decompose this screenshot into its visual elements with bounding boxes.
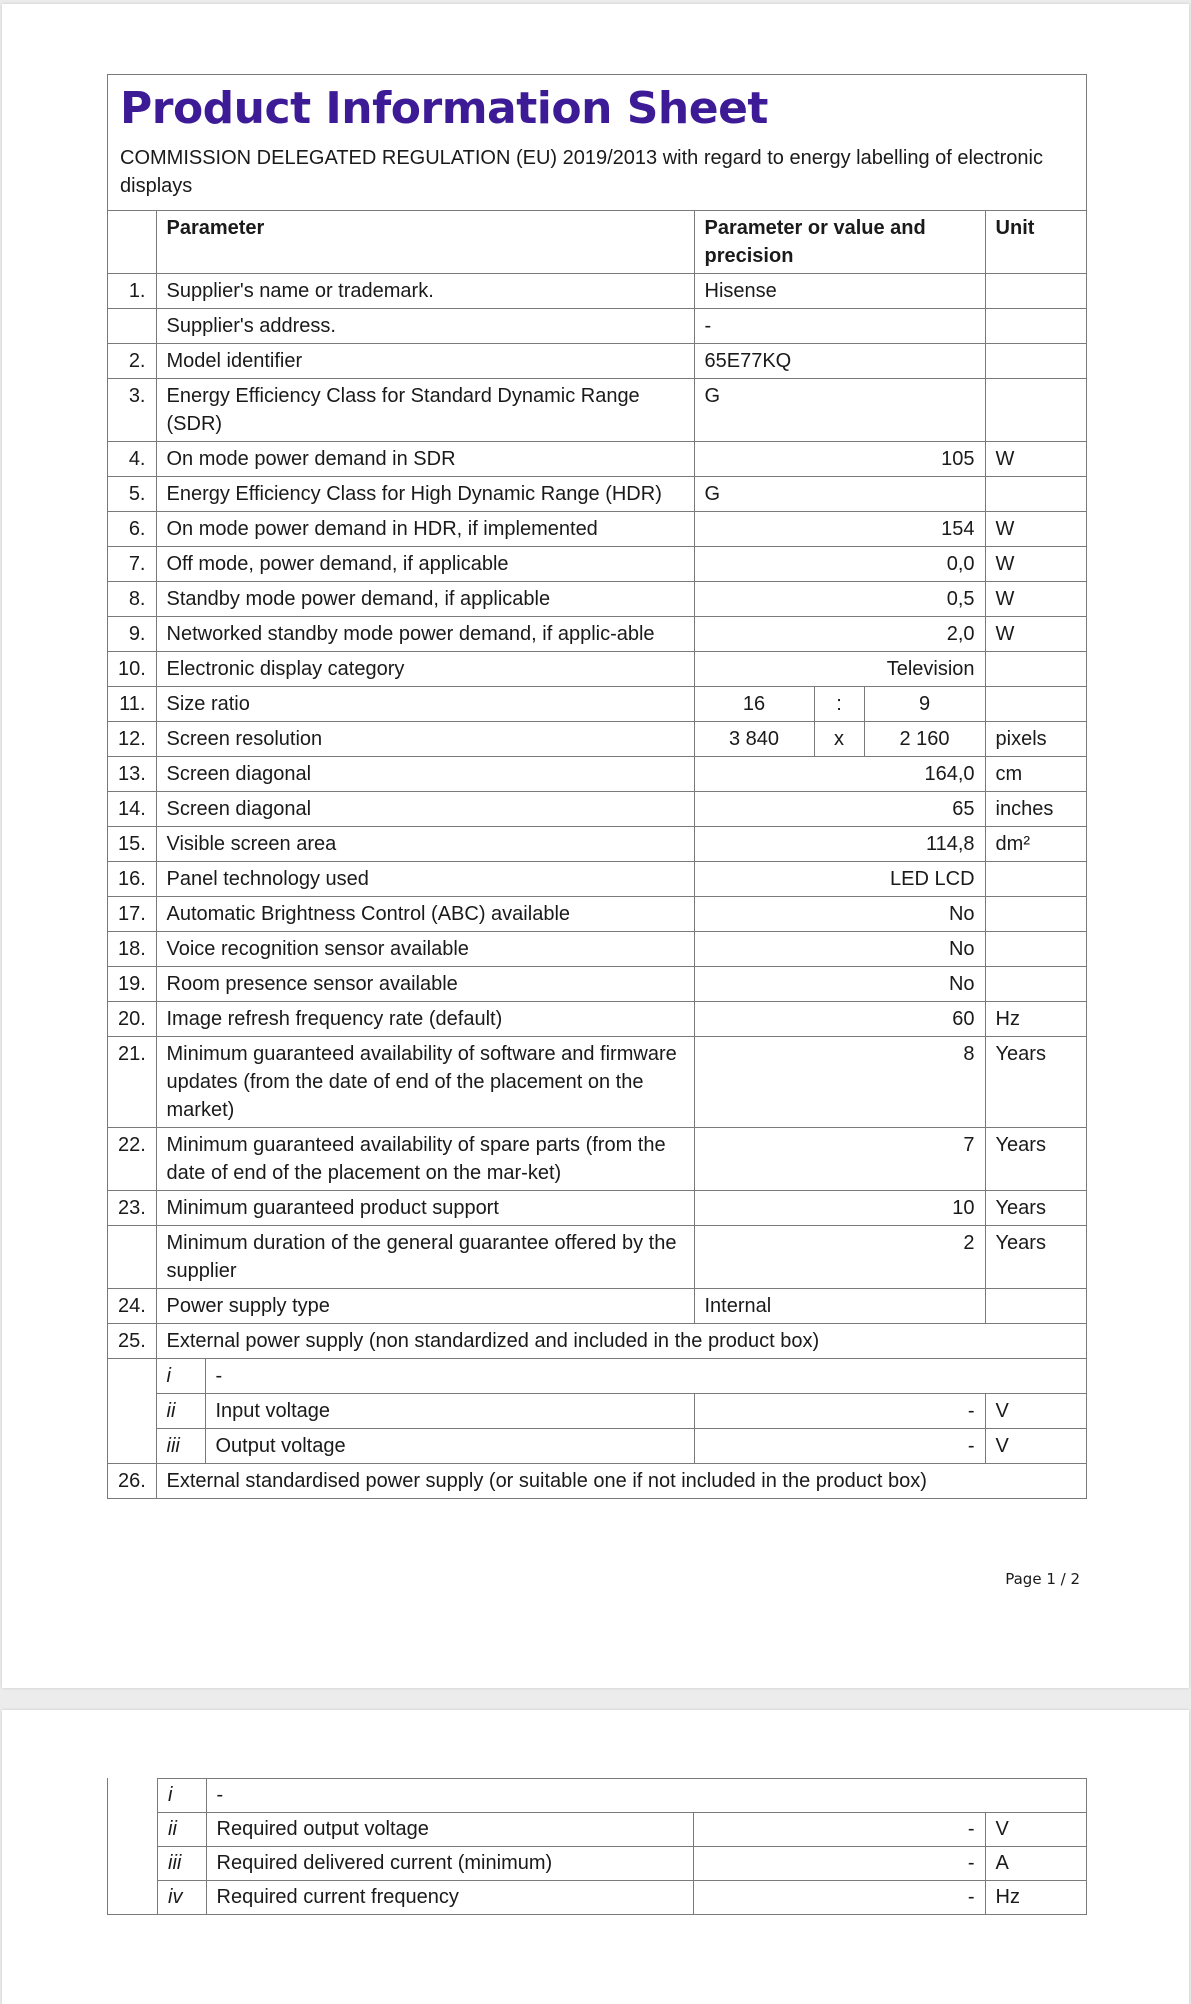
row-number: 11. <box>108 687 156 722</box>
row-value: 2,0 <box>694 617 985 652</box>
table-subrow <box>108 1429 1086 1464</box>
table-row <box>108 1191 1086 1226</box>
row-number: 20. <box>108 1002 156 1037</box>
row-unit: cm <box>985 757 1086 792</box>
row-unit <box>985 652 1086 687</box>
row-unit: Years <box>985 1191 1086 1226</box>
row-number-column <box>107 1778 158 1915</box>
row-number: 19. <box>108 967 156 1002</box>
row-value: 0,0 <box>694 547 985 582</box>
table-row <box>108 547 1086 582</box>
row-unit: Years <box>985 1037 1086 1128</box>
row-value: No <box>694 967 985 1002</box>
row-value: 7 <box>694 1128 985 1191</box>
table-subrow <box>158 1881 1086 1915</box>
resolution-separator: x <box>814 722 864 757</box>
row-label: Power supply type <box>156 1289 694 1324</box>
row-number: 22. <box>108 1128 156 1191</box>
row-value: 105 <box>694 442 985 477</box>
ratio-width: 16 <box>694 687 814 722</box>
row-label: Electronic display category <box>156 652 694 687</box>
subrow-roman: ii <box>158 1813 206 1847</box>
table-row <box>108 687 1086 722</box>
row-value: 114,8 <box>694 827 985 862</box>
row-unit: V <box>985 1813 1086 1847</box>
row-unit: V <box>985 1394 1086 1429</box>
row-unit: dm² <box>985 827 1086 862</box>
row-label: Image refresh frequency rate (default) <box>156 1002 694 1037</box>
page-2 <box>2 1710 1189 2004</box>
table-row <box>108 897 1086 932</box>
power-supply-continuation <box>157 1778 1087 1915</box>
subrow-label: Input voltage <box>215 1400 331 1422</box>
sheet-header <box>108 75 1086 211</box>
row-label: Minimum guaranteed availability of spare parts (from the date of end of the placement on the mar-ket) <box>156 1128 694 1191</box>
row-label: Supplier's address. <box>156 309 694 344</box>
table-row <box>108 1002 1086 1037</box>
table-row <box>108 344 1086 379</box>
subrow-label: - <box>206 1779 1086 1813</box>
row-number: 5. <box>108 477 156 512</box>
row-unit: A <box>985 1847 1086 1881</box>
row-number: 26. <box>108 1464 156 1499</box>
power-supply-table <box>158 1779 1086 1914</box>
table-subrow <box>108 1394 1086 1429</box>
resolution-width: 3 840 <box>694 722 814 757</box>
row-number: 10. <box>108 652 156 687</box>
row-value: 60 <box>694 1002 985 1037</box>
row-label: Size ratio <box>156 687 694 722</box>
subrow-container <box>156 1394 694 1429</box>
row-value: Television <box>694 652 985 687</box>
row-unit <box>985 309 1086 344</box>
row-label: Model identifier <box>156 344 694 379</box>
table-header-row <box>108 211 1086 274</box>
subrow-container <box>156 1429 694 1464</box>
row-label: On mode power demand in SDR <box>156 442 694 477</box>
row-label: Standby mode power demand, if applicable <box>156 582 694 617</box>
row-number: 4. <box>108 442 156 477</box>
row-value: - <box>694 1394 985 1429</box>
subrow-label: - <box>215 1365 223 1387</box>
row-unit: W <box>985 547 1086 582</box>
row-number: 25. <box>108 1324 156 1359</box>
table-subrow <box>158 1779 1086 1813</box>
row-label: Off mode, power demand, if applicable <box>156 547 694 582</box>
subrow-label: Required current frequency <box>206 1881 693 1915</box>
row-label: Panel technology used <box>156 862 694 897</box>
row-number: 15. <box>108 827 156 862</box>
row-number <box>108 309 156 344</box>
row-unit <box>985 344 1086 379</box>
subrow-roman: ii <box>157 1394 206 1428</box>
row-number: 16. <box>108 862 156 897</box>
table-row <box>108 1128 1086 1191</box>
table-row <box>108 1324 1086 1359</box>
row-label: Energy Efficiency Class for Standard Dynamic Range (SDR) <box>156 379 694 442</box>
subrow-roman: iv <box>158 1881 206 1915</box>
row-label: Minimum duration of the general guarantee offered by the supplier <box>156 1226 694 1289</box>
subrow-roman: iii <box>158 1847 206 1881</box>
subrow-label: Output voltage <box>215 1435 346 1457</box>
ratio-height: 9 <box>864 687 985 722</box>
row-number: 14. <box>108 792 156 827</box>
row-unit <box>985 967 1086 1002</box>
regulation-subtitle: COMMISSION DELEGATED REGULATION (EU) 2019/2013 with regard to energy labelling of electronic displays <box>120 147 1043 197</box>
row-unit <box>985 379 1086 442</box>
row-value: 154 <box>694 512 985 547</box>
row-label: Supplier's name or trademark. <box>156 274 694 309</box>
row-unit <box>985 932 1086 967</box>
parameter-table <box>108 211 1086 1498</box>
table-row <box>108 862 1086 897</box>
row-number: 3. <box>108 379 156 442</box>
table-row <box>108 512 1086 547</box>
row-number: 7. <box>108 547 156 582</box>
row-number: 2. <box>108 344 156 379</box>
row-value: G <box>694 379 985 442</box>
table-subrow <box>158 1813 1086 1847</box>
row-number: 9. <box>108 617 156 652</box>
row-value: - <box>694 309 985 344</box>
row-label: Screen resolution <box>156 722 694 757</box>
row-label: Voice recognition sensor available <box>156 932 694 967</box>
row-value: - <box>693 1847 985 1881</box>
row-value: 65 <box>694 792 985 827</box>
row-number: 17. <box>108 897 156 932</box>
row-unit: inches <box>985 792 1086 827</box>
subrow-label: Required output voltage <box>206 1813 693 1847</box>
row-unit: W <box>985 512 1086 547</box>
row-unit: Hz <box>985 1002 1086 1037</box>
resolution-height: 2 160 <box>864 722 985 757</box>
row-value: Internal <box>694 1289 985 1324</box>
row-number: 24. <box>108 1289 156 1324</box>
row-value: - <box>694 1429 985 1464</box>
row-value: 10 <box>694 1191 985 1226</box>
row-label: Room presence sensor available <box>156 967 694 1002</box>
row-unit: W <box>985 617 1086 652</box>
row-number: 6. <box>108 512 156 547</box>
row-value: - <box>693 1813 985 1847</box>
row-value: 2 <box>694 1226 985 1289</box>
table-row <box>108 1037 1086 1128</box>
product-information-sheet <box>107 74 1087 1499</box>
header-value: Parameter or value and precision <box>694 211 985 274</box>
subrow-roman: i <box>157 1359 206 1393</box>
row-number: 1. <box>108 274 156 309</box>
row-label: On mode power demand in HDR, if implemented <box>156 512 694 547</box>
row-number: 21. <box>108 1037 156 1128</box>
row-unit: V <box>985 1429 1086 1464</box>
row-number <box>108 1359 156 1394</box>
row-unit <box>985 862 1086 897</box>
header-num <box>108 211 156 274</box>
row-value: - <box>693 1881 985 1915</box>
table-row <box>108 309 1086 344</box>
table-row <box>108 932 1086 967</box>
row-label: Automatic Brightness Control (ABC) available <box>156 897 694 932</box>
row-number <box>108 1429 156 1464</box>
page-number: Page 1 / 2 <box>1005 1570 1080 1588</box>
table-row <box>108 477 1086 512</box>
row-unit: pixels <box>985 722 1086 757</box>
row-value: LED LCD <box>694 862 985 897</box>
page-title: Product Information Sheet <box>120 83 768 134</box>
row-unit: W <box>985 582 1086 617</box>
table-row <box>108 617 1086 652</box>
row-value: No <box>694 932 985 967</box>
row-label: Visible screen area <box>156 827 694 862</box>
row-number <box>108 1394 156 1429</box>
table-subrow <box>158 1847 1086 1881</box>
row-value: G <box>694 477 985 512</box>
row-value: 65E77KQ <box>694 344 985 379</box>
header-parameter: Parameter <box>156 211 694 274</box>
row-number: 18. <box>108 932 156 967</box>
table-row <box>108 722 1086 757</box>
row-number: 8. <box>108 582 156 617</box>
row-unit <box>985 477 1086 512</box>
table-row <box>108 1289 1086 1324</box>
row-label: Screen diagonal <box>156 792 694 827</box>
row-label: Screen diagonal <box>156 757 694 792</box>
table-row <box>108 967 1086 1002</box>
table-row <box>108 1226 1086 1289</box>
row-number: 13. <box>108 757 156 792</box>
table-row <box>108 442 1086 477</box>
row-unit: W <box>985 442 1086 477</box>
row-unit <box>985 274 1086 309</box>
row-number: 12. <box>108 722 156 757</box>
subrow-roman: i <box>158 1779 206 1813</box>
table-row <box>108 792 1086 827</box>
row-label: Minimum guaranteed availability of software and firmware updates (from the date of end of the placement on the market) <box>156 1037 694 1128</box>
row-label: Networked standby mode power demand, if applic-able <box>156 617 694 652</box>
subrow-label: Required delivered current (minimum) <box>206 1847 693 1881</box>
table-row <box>108 1464 1086 1499</box>
subrow-container <box>156 1359 1086 1394</box>
row-label: Energy Efficiency Class for High Dynamic Range (HDR) <box>156 477 694 512</box>
ratio-separator: : <box>814 687 864 722</box>
row-label: External power supply (non standardized and included in the product box) <box>156 1324 1086 1359</box>
row-value: 0,5 <box>694 582 985 617</box>
table-row <box>108 652 1086 687</box>
row-label: Minimum guaranteed product support <box>156 1191 694 1226</box>
row-unit <box>985 687 1086 722</box>
row-value: No <box>694 897 985 932</box>
row-number: 23. <box>108 1191 156 1226</box>
page-1 <box>2 4 1189 1688</box>
table-row <box>108 274 1086 309</box>
row-label: External standardised power supply (or suitable one if not included in the product box) <box>156 1464 1086 1499</box>
row-unit: Hz <box>985 1881 1086 1915</box>
row-number <box>108 1226 156 1289</box>
table-row <box>108 379 1086 442</box>
subrow-roman: iii <box>157 1429 206 1463</box>
table-subrow <box>108 1359 1086 1394</box>
table-row <box>108 827 1086 862</box>
table-row <box>108 757 1086 792</box>
row-value: Hisense <box>694 274 985 309</box>
row-value: 8 <box>694 1037 985 1128</box>
row-unit: Years <box>985 1226 1086 1289</box>
row-unit: Years <box>985 1128 1086 1191</box>
row-unit <box>985 1289 1086 1324</box>
header-unit: Unit <box>985 211 1086 274</box>
row-value: 164,0 <box>694 757 985 792</box>
table-row <box>108 582 1086 617</box>
row-unit <box>985 897 1086 932</box>
